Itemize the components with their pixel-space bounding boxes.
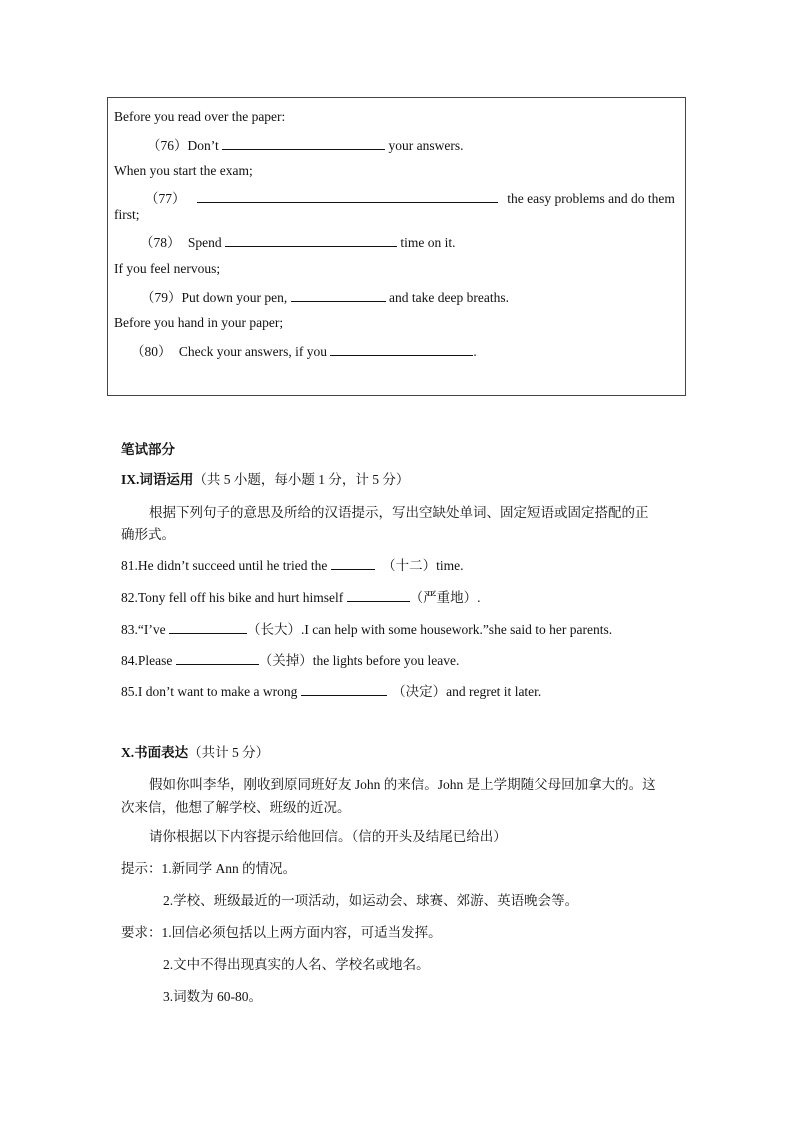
question-77 xyxy=(145,189,675,208)
q84-blank[interactable] xyxy=(176,651,259,665)
tip-2: 2.学校、班级最近的一项活动，如运动会、球赛、郊游、英语晚会等。 xyxy=(163,893,579,908)
tips-line1 xyxy=(121,860,296,878)
section-10-name: X.书面表达 xyxy=(121,745,189,760)
q79-text-post: and take deep breaths. xyxy=(389,290,509,305)
q85-hint: （决定） xyxy=(392,684,447,699)
question-78 xyxy=(140,233,456,252)
q84-text-post: the lights before you leave. xyxy=(312,653,460,668)
q82-blank[interactable] xyxy=(347,588,410,602)
q78-blank[interactable] xyxy=(225,233,397,247)
q77-continuation: first; xyxy=(114,207,140,222)
q80-text-pre: Check your answers, if you xyxy=(178,344,327,359)
question-81 xyxy=(121,556,463,575)
q83-text-post: .I can help with some housework.”she said to her parents. xyxy=(300,622,613,637)
q83-hint: （长大） xyxy=(246,622,301,637)
box-line-before-read: Before you read over the paper: xyxy=(114,109,286,124)
q79-text-pre: Put down your pen, xyxy=(181,290,288,305)
question-79 xyxy=(141,288,509,307)
q82-text-pre: 82.Tony fell off his bike and hurt himself xyxy=(121,590,344,605)
q82-hint: （严重地） xyxy=(409,590,478,605)
q78-text-pre: Spend xyxy=(187,235,222,250)
q80-number: （80） xyxy=(131,344,172,359)
q83-text-pre: 83.“I’ve xyxy=(121,622,166,637)
q79-blank[interactable] xyxy=(291,288,386,302)
section-10-paragraph1-line2: 次来信，他想了解学校、班级的近况。 xyxy=(121,800,351,815)
q85-blank[interactable] xyxy=(301,682,387,696)
question-76 xyxy=(147,136,464,155)
q80-text-post: . xyxy=(473,344,477,359)
box-line-nervous: If you feel nervous; xyxy=(114,261,221,276)
q81-text-pre: 81.He didn’t succeed until he tried the xyxy=(121,558,328,573)
section-10-paragraph1-line1: 假如你叫李华，刚收到原同班好友 John 的来信。John 是上学期随父母回加拿大的。这 xyxy=(149,777,656,792)
section-9-instruction-line2: 确形式。 xyxy=(121,527,175,542)
question-84 xyxy=(121,651,459,670)
q76-blank[interactable] xyxy=(222,136,385,150)
section-10-note: （共计 5 分） xyxy=(188,745,270,760)
requirement-3: 3.词数为 60-80。 xyxy=(163,989,262,1004)
q82-text-post: . xyxy=(477,590,481,605)
requirement-2: 2.文中不得出现真实的人名、学校名或地名。 xyxy=(163,957,430,972)
q85-text-pre: 85.I don’t want to make a wrong xyxy=(121,684,298,699)
question-80 xyxy=(131,342,477,361)
q81-blank[interactable] xyxy=(331,556,375,570)
written-part-heading: 笔试部分 xyxy=(121,442,175,457)
section-10-paragraph2: 请你根据以下内容提示给他回信。（信的开头及结尾已给出） xyxy=(149,829,507,844)
q84-hint: （关掉） xyxy=(258,653,313,668)
q76-text-post: your answers. xyxy=(388,138,464,153)
q84-text-pre: 84.Please xyxy=(121,653,173,668)
question-85 xyxy=(121,682,541,701)
requirement-1: 1.回信必须包括以上两方面内容，可适当发挥。 xyxy=(161,925,442,940)
q76-text-pre: Don’t xyxy=(187,138,219,153)
section-9-title xyxy=(121,471,409,489)
q79-number: （79） xyxy=(141,290,182,305)
section-9-name: IX.词语运用 xyxy=(121,472,194,487)
q76-number: （76） xyxy=(147,138,188,153)
section-9-instruction-line1: 根据下列句子的意思及所给的汉语提示，写出空缺处单词、固定短语或固定搭配的正 xyxy=(149,505,649,520)
q78-text-post: time on it. xyxy=(400,235,456,250)
q77-number: （77） xyxy=(145,191,186,206)
q83-blank[interactable] xyxy=(169,620,247,634)
box-line-start-exam: When you start the exam; xyxy=(114,163,253,178)
q81-hint: （十二） xyxy=(382,558,437,573)
requirements-label: 要求： xyxy=(121,925,162,940)
q77-blank[interactable] xyxy=(197,189,498,203)
section-9-note: （共 5 小题，每小题 1 分，计 5 分） xyxy=(193,472,410,487)
question-82 xyxy=(121,588,481,607)
tips-label: 提示： xyxy=(121,861,162,876)
q81-text-post: time. xyxy=(436,558,464,573)
q80-blank[interactable] xyxy=(330,342,473,356)
tip-1: 1.新同学 Ann 的情况。 xyxy=(161,861,297,876)
q85-text-post: and regret it later. xyxy=(446,684,542,699)
section-10-title xyxy=(121,744,269,762)
box-line-hand-in: Before you hand in your paper; xyxy=(114,315,284,330)
question-83 xyxy=(121,620,612,639)
q77-text-post: the easy problems and do them xyxy=(507,191,675,206)
requirements-line1 xyxy=(121,924,442,942)
q78-number: （78） xyxy=(140,235,181,250)
